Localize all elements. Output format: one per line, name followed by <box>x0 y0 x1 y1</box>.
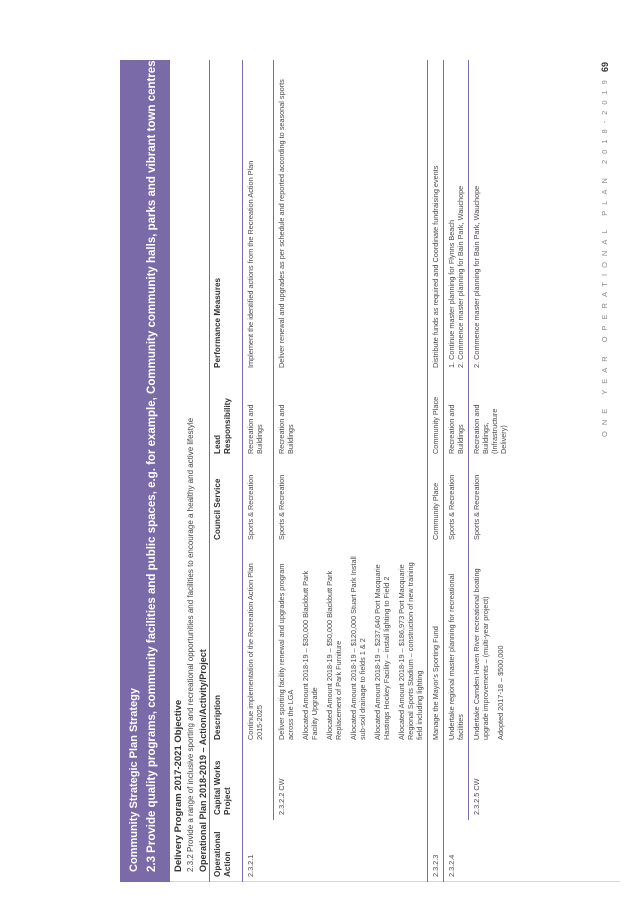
cell-capital <box>243 745 274 820</box>
cell-capital <box>428 745 444 820</box>
description-line: Manage the Mayor's Sporting Fund <box>431 626 440 740</box>
table-row <box>428 60 444 882</box>
page-footer: ONE YEAR OPERATIONAL PLAN 2018-2019 <box>600 74 609 437</box>
description-line: Allocated Amount 2018-19 – $186,973 Port Macquarie Regional Sports Stadium – construction of new training field including lighting <box>397 562 424 740</box>
col-header-lead: Lead Responsibility <box>213 398 232 454</box>
page-number: 69 <box>600 61 610 72</box>
strategy-objective: 2.3 Provide quality programs, community facilities and public spaces, e.g. for example, Community community halls, parks and vibrant town centres <box>146 60 158 872</box>
cell-action <box>469 820 512 882</box>
cell-lead: Recreation and Buildings <box>444 373 469 459</box>
table-row <box>243 60 274 882</box>
delivery-program <box>172 52 196 872</box>
description-line: Adopted 2017-18 – $500,000 <box>496 645 505 740</box>
cell-lead: Community Place <box>428 373 444 459</box>
measure-line: 2. Commence master planning for Bain Park, Wauchope <box>456 185 465 368</box>
col-header-service: Council Service <box>213 478 222 540</box>
table-row <box>469 60 512 882</box>
operational-table <box>210 60 511 882</box>
cell-service: Community Place <box>428 459 444 545</box>
cell-measures <box>428 60 444 373</box>
cell-action: 2.3.2.4 <box>444 820 469 882</box>
measure-line: Implement the identified actions from the Recreation Action Plan <box>246 160 255 368</box>
col-header-measures: Performance Measures <box>213 277 222 368</box>
description-line: Allocated Amount 2018-19 – $50,000 Blackbutt Park Replacement of Park Furniture <box>325 570 343 740</box>
col-header-description: Description <box>213 694 222 740</box>
description-line: Continue implementation of the Recreation Action Plan 2015-2025 <box>246 563 264 740</box>
cell-description <box>469 545 512 745</box>
strategy-banner <box>120 60 170 882</box>
cell-service: Sports & Recreation <box>243 459 274 545</box>
cell-measures <box>243 60 274 373</box>
cell-action <box>274 820 428 882</box>
cell-capital: 2.3.2.5 CW <box>469 745 512 820</box>
col-header-capital: Capital Works Project <box>213 760 232 815</box>
measure-line: Deliver renewal and upgrades as per schedule and reported according to seasonal sports <box>277 79 286 368</box>
cell-lead: Recreation and Buildings <box>274 373 428 459</box>
description-line: Allocated Amount 2018-19 – $237,640 Port Macquarie Hastings Hockey Facility – install lighting to Field 2 <box>373 564 391 740</box>
cell-action: 2.3.2.3 <box>428 820 444 882</box>
description-line: Allocated Amount 2018-19 – $120,000 Stuart Park Install sub-soil drainage to fields 1 & 2 <box>349 556 367 740</box>
cell-measures <box>444 60 469 373</box>
description-line: Undertake Camden Haven River recreational boating upgrade improvements – (multi-year project) <box>472 568 490 740</box>
cell-lead: Recreation and Buildings, (Infrastructure Delivery) <box>469 373 512 459</box>
cell-measures <box>274 60 428 373</box>
cell-service: Sports & Recreation <box>444 459 469 545</box>
delivery-text: 2.3.2 Provide a range of inclusive sporting and recreational opportunities and facilities to encourage a healthy and active lifestyle <box>186 417 195 872</box>
cell-description <box>274 545 428 745</box>
description-line: Allocated Amount 2018-19 – $30,000 Blackbutt Park Facility Upgrade <box>301 570 319 740</box>
cell-description <box>243 545 274 745</box>
cell-description <box>444 545 469 745</box>
cell-capital <box>444 745 469 820</box>
delivery-heading: Delivery Program 2017-2021 Objective <box>173 699 184 872</box>
cell-action: 2.3.2.1 <box>243 820 274 882</box>
cell-measures <box>469 60 512 373</box>
strategy-title: Community Strategic Plan Strategy <box>128 688 140 872</box>
operational-heading: Operational Plan 2018-2019 – Action/Activity/Project <box>198 649 208 872</box>
cell-lead: Recreation and Buildings <box>243 373 274 459</box>
cell-description <box>428 545 444 745</box>
description-line: Undertake regional master planning for recreational facilities <box>447 573 465 740</box>
description-line: Deliver sporting facility renewal and upgrades program across the LGA <box>277 563 295 740</box>
table-row <box>444 60 469 882</box>
col-header-action: Operational Action <box>213 831 232 877</box>
cell-service: Sports & Recreation <box>469 459 512 545</box>
measure-line: 1. Continue master planning for Flynns Beach <box>447 219 456 368</box>
measure-line: 2. Commence master planning for Bain Park, Wauchope <box>472 185 481 368</box>
cell-capital: 2.3.2.2 CW <box>274 745 428 820</box>
cell-service: Sports & Recreation <box>274 459 428 545</box>
measure-line: Distribute funds as required and Coordinate fundraising events <box>431 165 440 368</box>
table-row <box>274 60 428 882</box>
table-header-row <box>210 60 243 882</box>
